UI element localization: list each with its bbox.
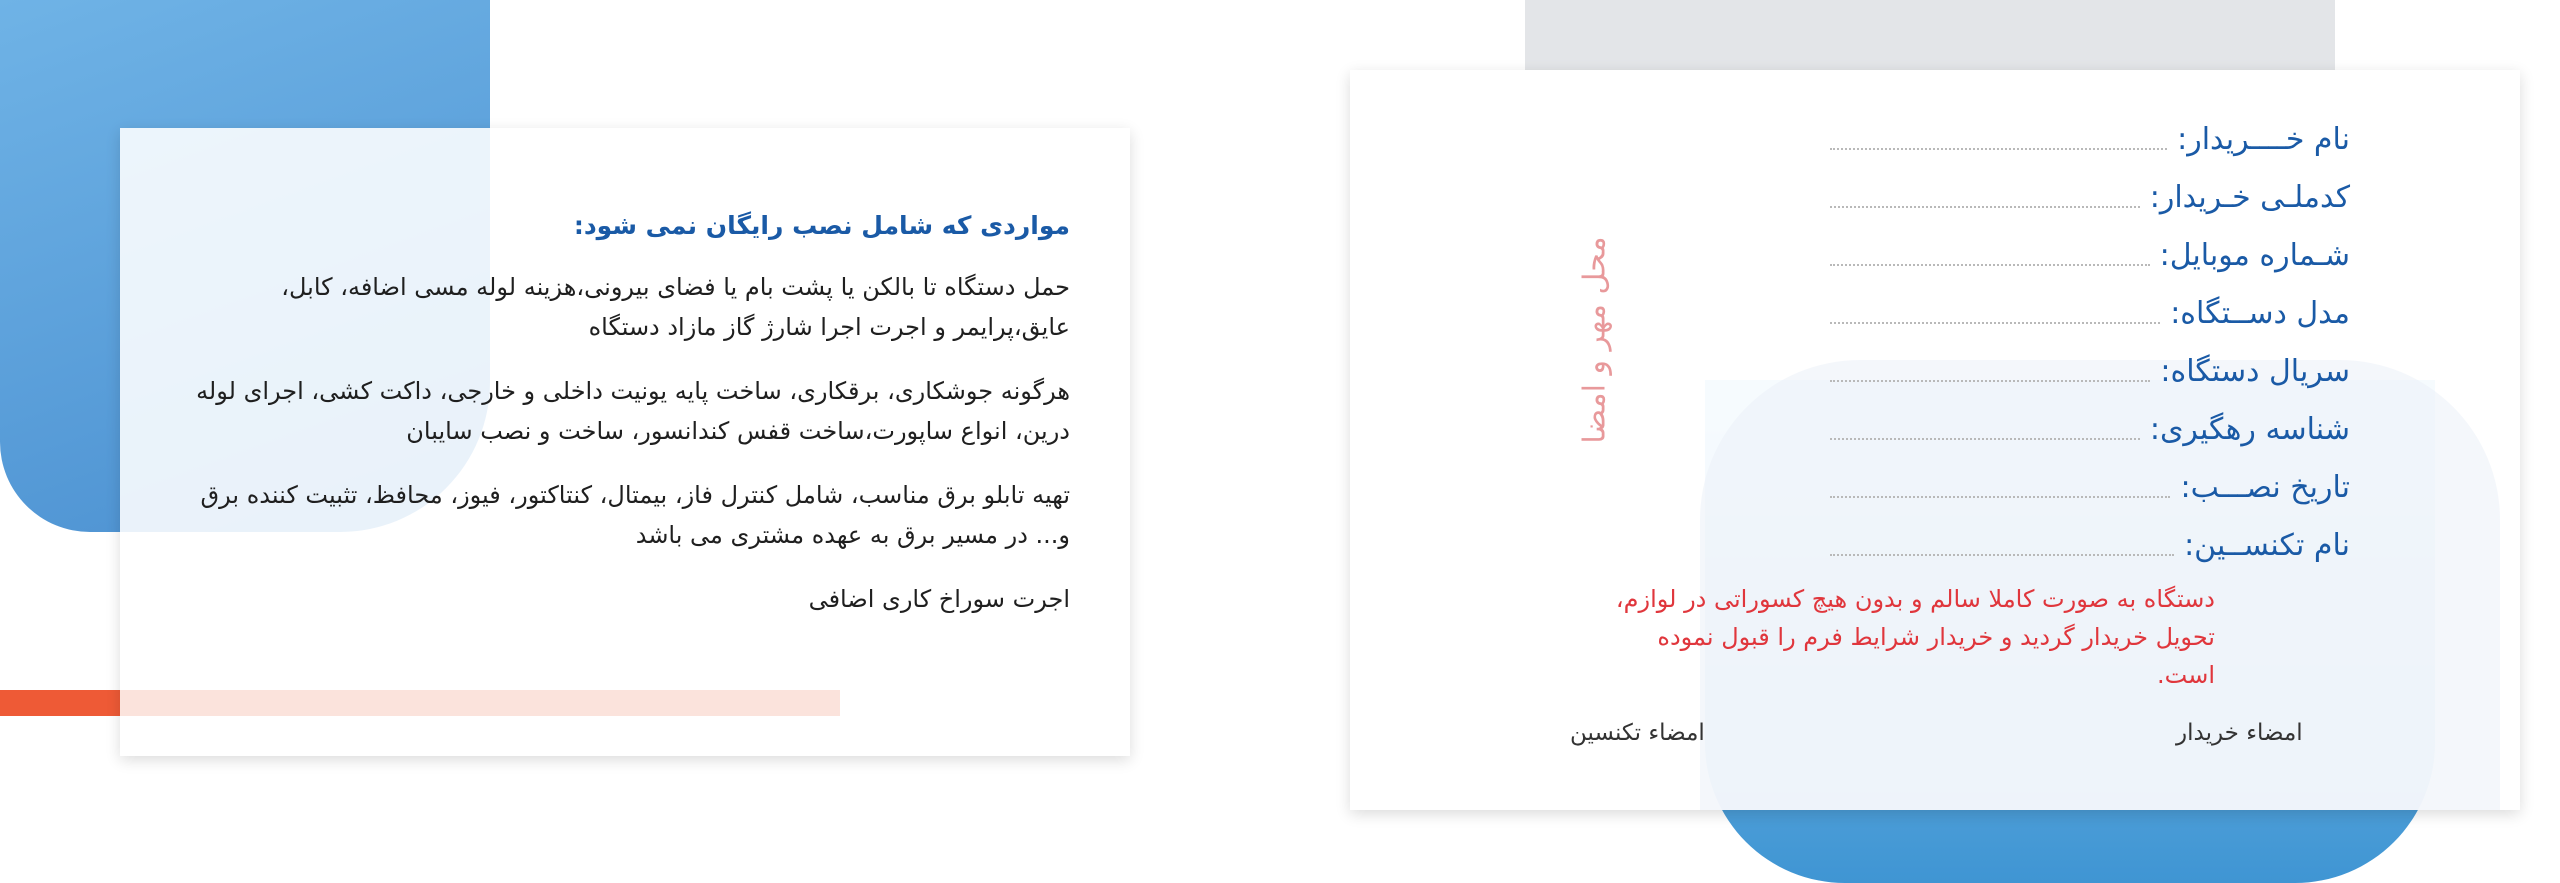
form-field-serial[interactable] (1830, 342, 2350, 400)
form-field-install-date[interactable] (1830, 458, 2350, 516)
form-field-technician-name[interactable] (1830, 516, 2350, 574)
form-fields (1830, 110, 2350, 574)
form-field-buyer-name[interactable] (1830, 110, 2350, 168)
fill-in-line (1830, 148, 2167, 150)
exclusion-item: حمل دستگاه تا بالکن یا پشت بام یا فضای بیرونی،هزینه لوله مسی اضافه، کابل، عایق،پرایمر و اجرت اجرا شارژ گاز مازاد دستگاه (281, 273, 1070, 341)
decorative-gray-shape (1525, 0, 2335, 70)
stamp-area-label: محل مهر و امضا (1577, 236, 1613, 444)
fill-in-line (1830, 380, 2150, 382)
installation-form-card (1350, 70, 2520, 810)
form-label: مدل دســتگاه: (2170, 295, 2350, 331)
fill-in-line (1830, 322, 2160, 324)
form-field-mobile[interactable] (1830, 226, 2350, 284)
exclusions-card (120, 128, 1130, 756)
delivery-note: دستگاه به صورت کاملا سالم و بدون هیچ کسوراتی در لوازم، تحویل خریدار گردید و خریدار شرایط فرم را قبول نموده است. (1615, 585, 2215, 689)
exclusions-heading: مواردی که شامل نصب رایگان نمی شود: (573, 211, 1070, 240)
stamp-area (1575, 200, 1615, 480)
fill-in-line (1830, 206, 2140, 208)
buyer-signature-label: امضاء خریدار (2176, 720, 2303, 746)
decorative-orange-bar (0, 690, 125, 716)
form-label: تاریخ نصـــب: (2180, 469, 2350, 505)
fill-in-line (1830, 438, 2140, 440)
exclusion-item: تهیه تابلو برق مناسب، شامل کنترل فاز، بیمتال، کنتاکتور، فیوز، محافظ، تثبیت کننده برق و... در مسیر برق به عهده مشتری می باشد (200, 481, 1070, 549)
exclusions-text-block (170, 208, 1070, 643)
form-field-national-id[interactable] (1830, 168, 2350, 226)
form-label: شناسه رهگیری: (2149, 411, 2350, 447)
fill-in-line (1830, 264, 2150, 266)
form-label: نام تکنســین: (2184, 527, 2350, 563)
form-label: نام خــــریدار: (2177, 121, 2350, 157)
form-field-tracking-id[interactable] (1830, 400, 2350, 458)
form-label: شـماره موبایل: (2159, 237, 2350, 273)
exclusion-item: هرگونه جوشکاری، برقکاری، ساخت پایه یونیت داخلی و خارجی، داکت کشی، اجرای لوله درین، انواع ساپورت،ساخت قفس کندانسور، ساخت و نصب سایبان (196, 377, 1070, 445)
form-label: کدملـی خـریدار: (2149, 179, 2350, 215)
exclusion-item: اجرت سوراخ کاری اضافی (808, 585, 1070, 613)
decorative-peach-bar (120, 690, 840, 716)
technician-signature-label: امضاء تکنسین (1570, 720, 1705, 746)
form-field-model[interactable] (1830, 284, 2350, 342)
fill-in-line (1830, 496, 2170, 498)
form-label: سریال دستگاه: (2160, 353, 2350, 389)
fill-in-line (1830, 554, 2174, 556)
